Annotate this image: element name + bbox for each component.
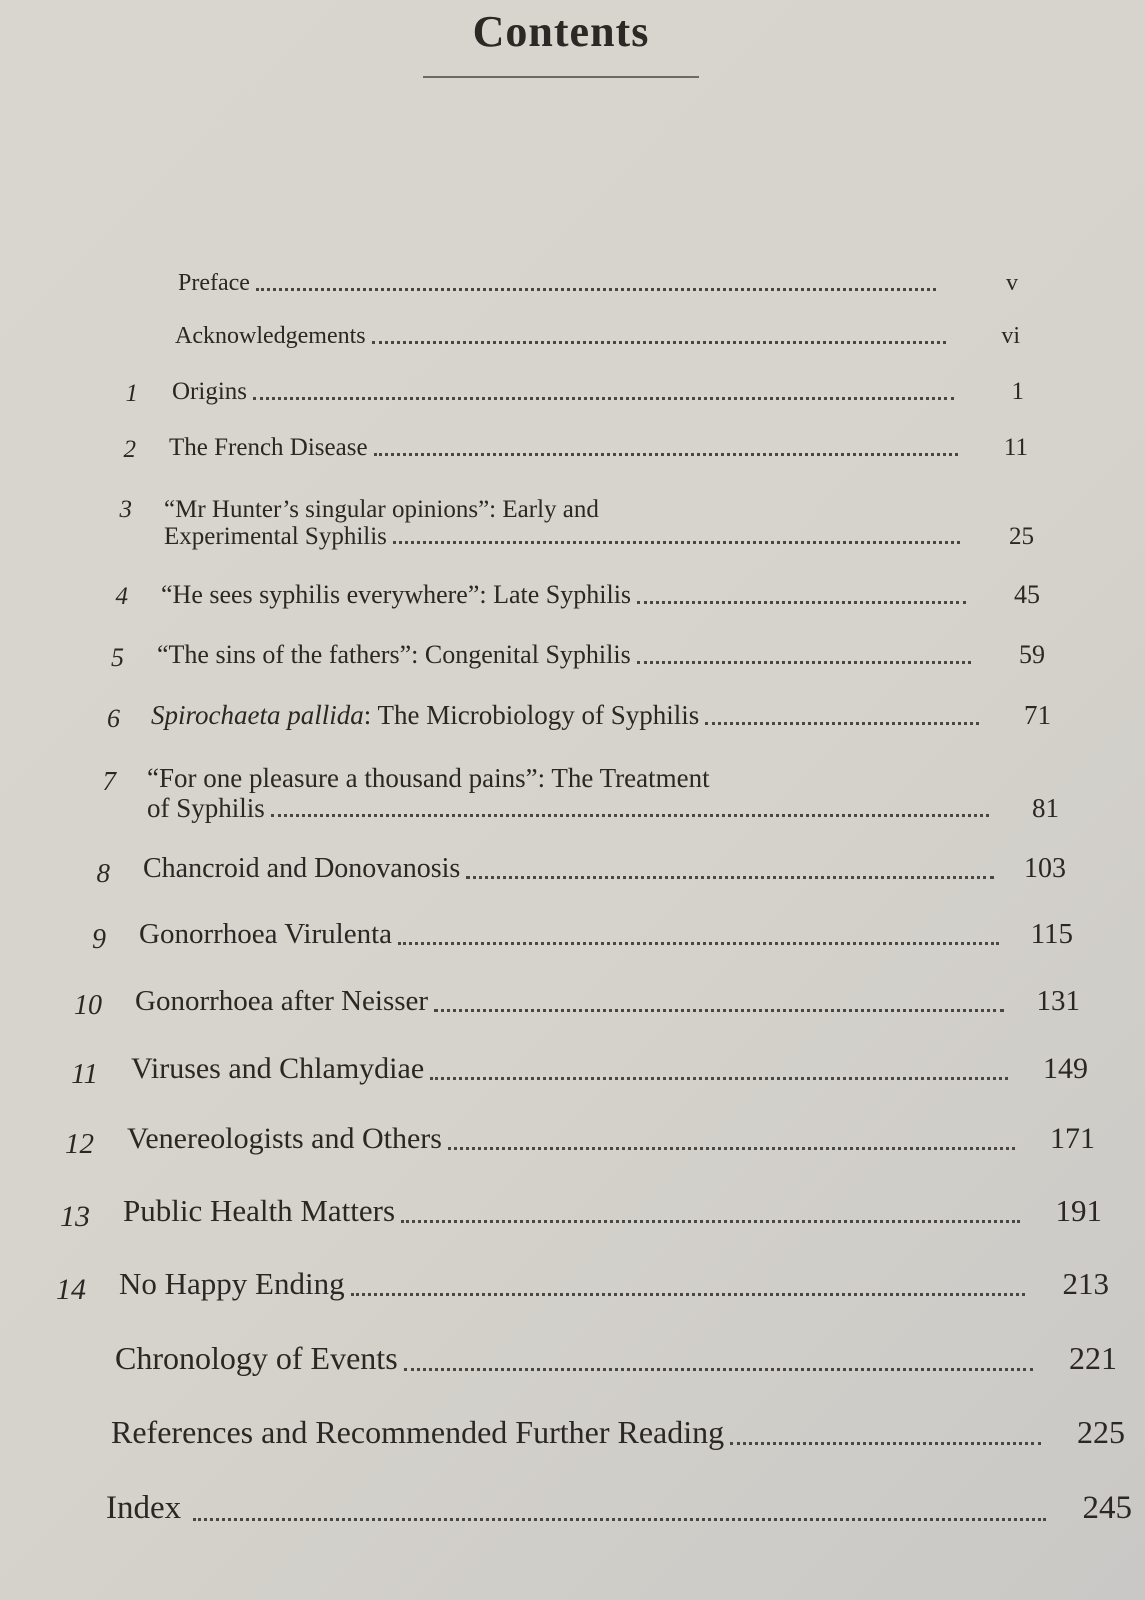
page-number: 131 xyxy=(1036,985,1080,1017)
toc-entry-chronology[interactable] xyxy=(115,1340,1117,1377)
page-number: 245 xyxy=(1082,1490,1132,1526)
toc-entry-chapter-5[interactable] xyxy=(157,640,1045,670)
dot-leader xyxy=(193,1518,1046,1521)
toc-entry-chapter-3[interactable] xyxy=(164,496,1034,550)
entry-title: Venereologists and Others xyxy=(127,1122,442,1155)
toc-entry-references[interactable] xyxy=(111,1414,1125,1451)
toc-entry-chapter-1[interactable] xyxy=(172,378,1024,406)
toc-entry-index[interactable] xyxy=(106,1490,1132,1527)
chapter-number: 12 xyxy=(65,1128,94,1160)
entry-title: Acknowledgements xyxy=(175,323,366,349)
page-number: 115 xyxy=(1030,918,1073,950)
dot-leader xyxy=(404,1368,1033,1371)
entry-title: Origins xyxy=(172,378,247,405)
dot-leader xyxy=(448,1147,1015,1150)
entry-title-line2: Experimental Syphilis xyxy=(164,523,387,550)
page-number: 45 xyxy=(1014,580,1040,609)
toc-entry-chapter-9[interactable] xyxy=(139,918,1073,951)
chapter-number: 3 xyxy=(119,496,132,523)
dot-leader xyxy=(256,288,936,291)
page-number: 11 xyxy=(1003,434,1028,461)
chapter-number: 14 xyxy=(56,1273,86,1306)
dot-leader xyxy=(637,601,966,604)
chapter-number: 11 xyxy=(71,1058,98,1090)
entry-title-line2: of Syphilis xyxy=(147,793,265,823)
page-title: Contents xyxy=(472,7,650,56)
entry-title-italic: Spirochaeta pallida xyxy=(151,700,364,730)
page-number: 221 xyxy=(1069,1340,1117,1376)
chapter-number: 13 xyxy=(60,1200,90,1233)
dot-leader xyxy=(253,397,954,400)
page-number: vi xyxy=(1001,323,1020,349)
entry-title: Chancroid and Donovanosis xyxy=(143,853,461,884)
entry-title: Viruses and Chlamydiae xyxy=(131,1052,425,1085)
dot-leader xyxy=(637,661,971,664)
entry-title: No Happy Ending xyxy=(119,1266,345,1301)
entry-title-line1: “Mr Hunter’s singular opinions”: Early and xyxy=(164,496,599,523)
toc-entry-chapter-6[interactable] xyxy=(151,700,1051,731)
dot-leader xyxy=(398,942,999,945)
dot-leader xyxy=(705,722,979,725)
page-number: 71 xyxy=(1024,700,1051,730)
entry-title: References and Recommended Further Reading xyxy=(111,1414,725,1450)
chapter-number: 5 xyxy=(111,643,124,672)
entry-title: Index xyxy=(106,1490,182,1526)
toc-entry-chapter-2[interactable] xyxy=(169,434,1028,462)
page-number: 149 xyxy=(1043,1052,1088,1085)
entry-title: “The sins of the fathers”: Congenital Syphilis xyxy=(157,640,631,669)
toc-entry-chapter-11[interactable] xyxy=(131,1052,1088,1086)
dot-leader xyxy=(393,541,960,544)
entry-title: The French Disease xyxy=(169,434,368,461)
page-number: 59 xyxy=(1019,640,1045,669)
page-number: 103 xyxy=(1024,853,1066,884)
page-number: 81 xyxy=(1032,793,1059,823)
dot-leader xyxy=(372,341,946,344)
chapter-number: 9 xyxy=(92,924,106,955)
chapter-number: 2 xyxy=(123,436,136,463)
dot-leader xyxy=(374,453,958,456)
entry-title: Gonorrhoea after Neisser xyxy=(135,985,429,1017)
page-number: 171 xyxy=(1050,1122,1095,1155)
page-number: 25 xyxy=(1009,523,1034,550)
toc-entry-chapter-8[interactable] xyxy=(143,853,1066,885)
toc-entry-chapter-12[interactable] xyxy=(127,1122,1095,1156)
dot-leader xyxy=(351,1293,1025,1296)
page-number: 213 xyxy=(1062,1266,1109,1301)
entry-title: : The Microbiology of Syphilis xyxy=(363,700,700,730)
dot-leader xyxy=(271,814,989,817)
chapter-number: 1 xyxy=(125,380,138,407)
entry-title: Preface xyxy=(178,270,250,296)
dot-leader xyxy=(401,1220,1020,1223)
entry-title-line1: “For one pleasure a thousand pains”: The Treatment xyxy=(147,763,710,793)
page-number: 225 xyxy=(1077,1414,1125,1450)
page-number: 191 xyxy=(1055,1193,1102,1228)
toc-entry-preface[interactable] xyxy=(178,270,1018,297)
chapter-number: 8 xyxy=(96,858,110,888)
chapter-number: 6 xyxy=(107,704,120,733)
dot-leader xyxy=(730,1442,1041,1445)
entry-title: “He sees syphilis everywhere”: Late Syphilis xyxy=(161,580,632,609)
page-number: v xyxy=(1006,270,1018,296)
toc-entry-chapter-7[interactable] xyxy=(147,763,1059,823)
chapter-number: 4 xyxy=(115,583,128,610)
entry-title: Chronology of Events xyxy=(115,1340,398,1376)
dot-leader xyxy=(434,1009,1004,1012)
dot-leader xyxy=(466,876,994,879)
toc-entry-chapter-14[interactable] xyxy=(119,1266,1109,1302)
chapter-number: 7 xyxy=(102,766,116,796)
entry-title: Gonorrhoea Virulenta xyxy=(139,918,392,950)
toc-entry-chapter-4[interactable] xyxy=(161,580,1040,610)
entry-title: Public Health Matters xyxy=(123,1193,396,1228)
toc-entry-chapter-10[interactable] xyxy=(135,985,1080,1018)
toc-entry-acknowledgements[interactable] xyxy=(175,323,1020,350)
toc-entry-chapter-13[interactable] xyxy=(123,1193,1102,1229)
page-number: 1 xyxy=(1011,378,1024,405)
chapter-number: 10 xyxy=(74,990,102,1021)
dot-leader xyxy=(430,1077,1008,1080)
